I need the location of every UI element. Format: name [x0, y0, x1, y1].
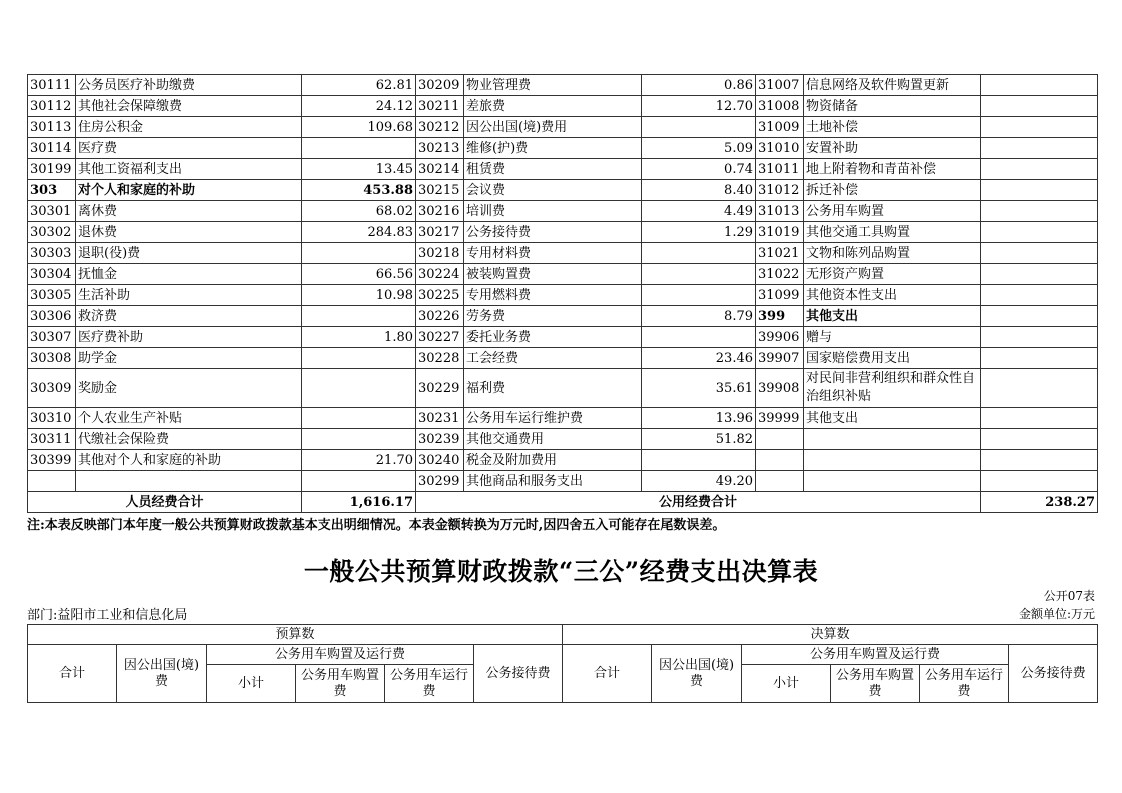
table-row [28, 264, 1098, 285]
item-name-cell: 专用燃料费 [464, 285, 642, 306]
amount-cell: 1.80 [302, 327, 416, 348]
unit-label: 金额单位:万元 [1018, 607, 1095, 621]
code-cell: 399 [756, 306, 804, 327]
amount-cell [981, 222, 1098, 243]
amount-cell [981, 138, 1098, 159]
code-cell: 30211 [416, 96, 464, 117]
amount-cell [302, 306, 416, 327]
item-name-cell: 其他支出 [804, 408, 981, 429]
item-name-cell: 租赁费 [464, 159, 642, 180]
item-name-cell: 医疗费补助 [76, 327, 302, 348]
amount-cell [981, 327, 1098, 348]
table-row [28, 159, 1098, 180]
table-row [28, 285, 1098, 306]
item-name-cell: 其他对个人和家庭的补助 [76, 450, 302, 471]
code-cell: 30111 [28, 75, 76, 96]
amount-cell [642, 327, 756, 348]
code-cell: 39906 [756, 327, 804, 348]
amount-cell [981, 201, 1098, 222]
item-name-cell: 抚恤金 [76, 264, 302, 285]
item-name-cell: 安置补助 [804, 138, 981, 159]
code-cell: 30299 [416, 471, 464, 492]
amount-cell: 51.82 [642, 429, 756, 450]
item-name-cell: 对个人和家庭的补助 [76, 180, 302, 201]
item-name-cell [804, 471, 981, 492]
table-row [28, 222, 1098, 243]
item-name-cell: 退职(役)费 [76, 243, 302, 264]
final-total-header: 合计 [563, 645, 652, 703]
code-cell: 30239 [416, 429, 464, 450]
item-name-cell: 个人农业生产补贴 [76, 408, 302, 429]
amount-cell: 13.96 [642, 408, 756, 429]
item-name-cell: 无形资产购置 [804, 264, 981, 285]
item-name-cell: 公务用车运行维护费 [464, 408, 642, 429]
code-cell: 30306 [28, 306, 76, 327]
amount-cell [302, 138, 416, 159]
code-cell: 31019 [756, 222, 804, 243]
code-cell: 31009 [756, 117, 804, 138]
amount-cell: 12.70 [642, 96, 756, 117]
table-row [28, 408, 1098, 429]
code-cell: 31022 [756, 264, 804, 285]
budget-total-header: 合计 [28, 645, 117, 703]
item-name-cell: 助学金 [76, 348, 302, 369]
item-name-cell [804, 450, 981, 471]
item-name-cell: 国家赔偿费用支出 [804, 348, 981, 369]
amount-cell: 8.79 [642, 306, 756, 327]
amount-cell [642, 285, 756, 306]
code-cell: 30399 [28, 450, 76, 471]
item-name-cell: 对民间非营利组织和群众性自治组织补贴 [804, 369, 981, 408]
amount-cell [302, 348, 416, 369]
code-cell: 30301 [28, 201, 76, 222]
totals-row [28, 492, 1098, 513]
code-cell: 30215 [416, 180, 464, 201]
item-name-cell: 其他交通费用 [464, 429, 642, 450]
code-cell: 30112 [28, 96, 76, 117]
final-vehicle-operation-header: 公务用车运行费 [920, 665, 1009, 703]
code-cell: 30218 [416, 243, 464, 264]
amount-cell [981, 75, 1098, 96]
final-abroad-header: 因公出国(境)费 [652, 645, 742, 703]
table-row [28, 429, 1098, 450]
table-row [28, 96, 1098, 117]
amount-cell [302, 471, 416, 492]
code-cell: 31011 [756, 159, 804, 180]
item-name-cell: 劳务费 [464, 306, 642, 327]
code-cell: 31021 [756, 243, 804, 264]
code-cell: 303 [28, 180, 76, 201]
amount-cell: 21.70 [302, 450, 416, 471]
public-total-label: 公用经费合计 [416, 492, 981, 513]
budget-abroad-header: 因公出国(境)费 [117, 645, 207, 703]
code-cell: 30303 [28, 243, 76, 264]
amount-cell [302, 408, 416, 429]
amount-cell [981, 306, 1098, 327]
amount-cell: 8.40 [642, 180, 756, 201]
table-row [28, 201, 1098, 222]
table-row [28, 369, 1098, 408]
amount-cell: 35.61 [642, 369, 756, 408]
item-name-cell: 救济费 [76, 306, 302, 327]
amount-cell [642, 264, 756, 285]
amount-cell: 0.86 [642, 75, 756, 96]
code-cell: 31007 [756, 75, 804, 96]
amount-cell: 49.20 [642, 471, 756, 492]
item-name-cell: 离休费 [76, 201, 302, 222]
item-name-cell: 奖励金 [76, 369, 302, 408]
amount-cell: 453.88 [302, 180, 416, 201]
amount-cell: 68.02 [302, 201, 416, 222]
table-row [28, 471, 1098, 492]
final-reception-header: 公务接待费 [1009, 645, 1098, 703]
table-row [28, 306, 1098, 327]
item-name-cell: 会议费 [464, 180, 642, 201]
amount-cell [981, 117, 1098, 138]
code-cell: 30225 [416, 285, 464, 306]
code-cell: 39907 [756, 348, 804, 369]
final-subtotal-header: 小计 [742, 665, 831, 703]
code-cell [756, 471, 804, 492]
item-name-cell: 拆迁补偿 [804, 180, 981, 201]
amount-cell [642, 117, 756, 138]
code-cell: 31012 [756, 180, 804, 201]
header-row-2 [28, 645, 1098, 665]
amount-cell [302, 243, 416, 264]
item-name-cell: 工会经费 [464, 348, 642, 369]
item-name-cell: 其他资本性支出 [804, 285, 981, 306]
form-number: 公开07表 [1043, 589, 1095, 603]
budget-vehicle-purchase-header: 公务用车购置费 [296, 665, 385, 703]
amount-cell [981, 450, 1098, 471]
table-row [28, 138, 1098, 159]
item-name-cell: 培训费 [464, 201, 642, 222]
amount-cell: 24.12 [302, 96, 416, 117]
amount-cell: 5.09 [642, 138, 756, 159]
amount-cell: 13.45 [302, 159, 416, 180]
item-name-cell: 代缴社会保险费 [76, 429, 302, 450]
table-row [28, 348, 1098, 369]
item-name-cell: 文物和陈列品购置 [804, 243, 981, 264]
item-name-cell: 住房公积金 [76, 117, 302, 138]
amount-cell: 109.68 [302, 117, 416, 138]
amount-cell [981, 471, 1098, 492]
code-cell: 30226 [416, 306, 464, 327]
table-row [28, 117, 1098, 138]
amount-cell: 10.98 [302, 285, 416, 306]
detail-table-body [28, 75, 1098, 492]
item-name-cell: 其他社会保障缴费 [76, 96, 302, 117]
code-cell: 30228 [416, 348, 464, 369]
code-cell: 30302 [28, 222, 76, 243]
amount-cell: 0.74 [642, 159, 756, 180]
table-row [28, 75, 1098, 96]
code-cell: 30240 [416, 450, 464, 471]
item-name-cell: 其他交通工具购置 [804, 222, 981, 243]
amount-cell [642, 450, 756, 471]
table-note: 注:本表反映部门本年度一般公共预算财政拨款基本支出明细情况。本表金额转换为万元时,因四舍五入可能存在尾数误差。 [27, 518, 726, 533]
code-cell: 30308 [28, 348, 76, 369]
item-name-cell: 维修(护)费 [464, 138, 642, 159]
table-row [28, 327, 1098, 348]
code-cell: 30304 [28, 264, 76, 285]
code-cell: 39908 [756, 369, 804, 408]
amount-cell [981, 159, 1098, 180]
item-name-cell: 信息网络及软件购置更新 [804, 75, 981, 96]
item-name-cell: 物资储备 [804, 96, 981, 117]
item-name-cell: 被装购置费 [464, 264, 642, 285]
amount-cell: 284.83 [302, 222, 416, 243]
item-name-cell: 税金及附加费用 [464, 450, 642, 471]
amount-cell [981, 96, 1098, 117]
amount-cell [981, 264, 1098, 285]
amount-cell [981, 408, 1098, 429]
page-title: 一般公共预算财政拨款“三公”经费支出决算表 [303, 557, 819, 586]
code-cell: 30305 [28, 285, 76, 306]
code-cell: 39999 [756, 408, 804, 429]
item-name-cell: 专用材料费 [464, 243, 642, 264]
item-name-cell: 其他支出 [804, 306, 981, 327]
code-cell: 30113 [28, 117, 76, 138]
amount-cell: 4.49 [642, 201, 756, 222]
code-cell: 30216 [416, 201, 464, 222]
item-name-cell: 委托业务费 [464, 327, 642, 348]
department-label: 部门:益阳市工业和信息化局 [27, 608, 188, 623]
item-name-cell: 赠与 [804, 327, 981, 348]
item-name-cell: 差旅费 [464, 96, 642, 117]
amount-cell [302, 369, 416, 408]
public-total-value: 238.27 [981, 492, 1098, 513]
item-name-cell: 土地补偿 [804, 117, 981, 138]
code-cell: 30212 [416, 117, 464, 138]
code-cell: 30199 [28, 159, 76, 180]
code-cell: 30217 [416, 222, 464, 243]
amount-cell: 62.81 [302, 75, 416, 96]
header-row-1 [28, 625, 1098, 645]
code-cell: 30224 [416, 264, 464, 285]
item-name-cell: 公务员医疗补助缴费 [76, 75, 302, 96]
code-cell [756, 450, 804, 471]
code-cell: 31099 [756, 285, 804, 306]
item-name-cell: 其他商品和服务支出 [464, 471, 642, 492]
table-row [28, 180, 1098, 201]
code-cell: 30114 [28, 138, 76, 159]
code-cell: 31008 [756, 96, 804, 117]
code-cell [28, 471, 76, 492]
amount-cell: 1.29 [642, 222, 756, 243]
amount-cell [981, 180, 1098, 201]
code-cell: 30310 [28, 408, 76, 429]
budget-reception-header: 公务接待费 [474, 645, 563, 703]
basic-expenditure-detail-table [27, 74, 1098, 513]
amount-cell: 66.56 [302, 264, 416, 285]
table-row [28, 450, 1098, 471]
code-cell: 30309 [28, 369, 76, 408]
item-name-cell: 地上附着物和青苗补偿 [804, 159, 981, 180]
final-header: 决算数 [563, 625, 1098, 645]
item-name-cell: 物业管理费 [464, 75, 642, 96]
final-vehicle-purchase-header: 公务用车购置费 [831, 665, 920, 703]
code-cell: 30213 [416, 138, 464, 159]
item-name-cell: 公务用车购置 [804, 201, 981, 222]
code-cell: 31010 [756, 138, 804, 159]
budget-vehicle-operation-header: 公务用车运行费 [385, 665, 474, 703]
budget-header: 预算数 [28, 625, 563, 645]
table-row [28, 243, 1098, 264]
code-cell: 31013 [756, 201, 804, 222]
code-cell: 30209 [416, 75, 464, 96]
code-cell: 30214 [416, 159, 464, 180]
item-name-cell: 生活补助 [76, 285, 302, 306]
amount-cell [981, 243, 1098, 264]
item-name-cell [76, 471, 302, 492]
three-public-expenses-table [27, 624, 1098, 703]
budget-vehicle-group-header: 公务用车购置及运行费 [207, 645, 474, 665]
item-name-cell: 福利费 [464, 369, 642, 408]
code-cell: 30229 [416, 369, 464, 408]
code-cell: 30307 [28, 327, 76, 348]
amount-cell [981, 429, 1098, 450]
code-cell: 30227 [416, 327, 464, 348]
code-cell: 30311 [28, 429, 76, 450]
code-cell: 30231 [416, 408, 464, 429]
amount-cell [642, 243, 756, 264]
amount-cell [981, 285, 1098, 306]
final-vehicle-group-header: 公务用车购置及运行费 [742, 645, 1009, 665]
personnel-total-label: 人员经费合计 [28, 492, 302, 513]
item-name-cell: 其他工资福利支出 [76, 159, 302, 180]
item-name-cell: 医疗费 [76, 138, 302, 159]
item-name-cell: 因公出国(境)费用 [464, 117, 642, 138]
item-name-cell: 公务接待费 [464, 222, 642, 243]
item-name-cell [804, 429, 981, 450]
amount-cell [302, 429, 416, 450]
item-name-cell: 退休费 [76, 222, 302, 243]
budget-subtotal-header: 小计 [207, 665, 296, 703]
code-cell [756, 429, 804, 450]
amount-cell [981, 369, 1098, 408]
amount-cell [981, 348, 1098, 369]
amount-cell: 23.46 [642, 348, 756, 369]
personnel-total-value: 1,616.17 [302, 492, 416, 513]
